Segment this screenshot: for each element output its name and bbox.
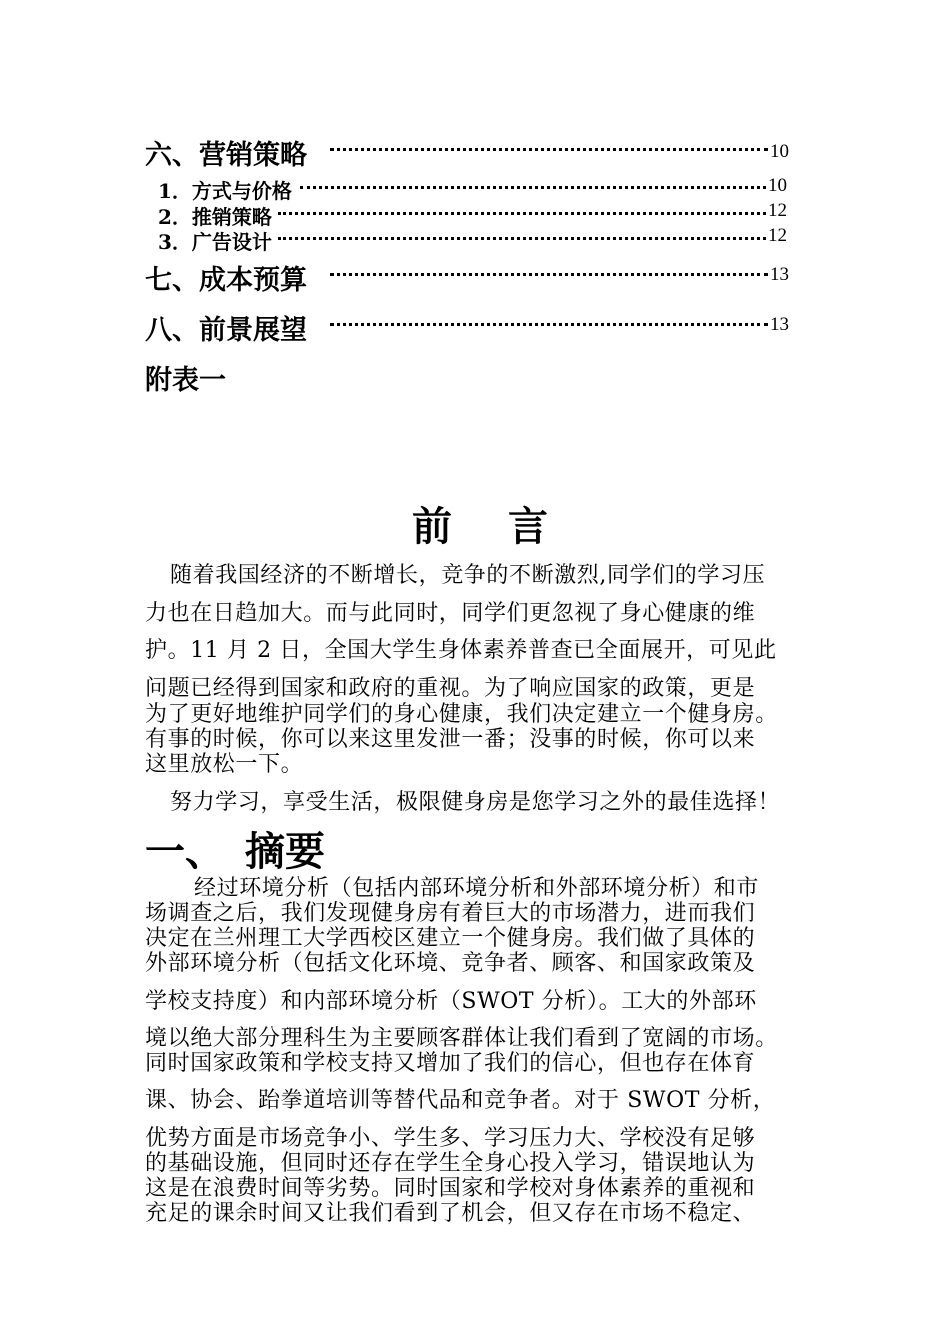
summary-line: 优势方面是市场竞争小、学生多、学习压力大、学校没有足够 (145, 1126, 756, 1151)
toc-page-number: 12 (768, 200, 787, 221)
toc-entry-outlook: 八、前景展望 (145, 315, 307, 346)
summary-line: 充足的课余时间又让我们看到了机会，但又存在市场不稳定、 (145, 1201, 756, 1226)
toc-entry-ad-design: 3．广告设计 (158, 230, 272, 254)
summary-line: 经过环境分析（包括内部环境分析和外部环境分析）和市 (194, 876, 760, 901)
summary-line: 这是在浪费时间等劣势。同时国家和学校对身体素养的重视和 (145, 1176, 756, 1201)
toc-page-number: 10 (770, 141, 789, 162)
summary-line: 外部环境分析（包括文化环境、竞争者、顾客、和国家政策及 (145, 951, 756, 976)
toc-leader (330, 148, 768, 151)
summary-line: 的基础设施，但同时还存在学生全身心投入学习，错误地认为 (145, 1151, 756, 1176)
preface-title: 前 言 (412, 503, 556, 550)
toc-page-number: 12 (768, 225, 787, 246)
preface-line: 努力学习，享受生活，极限健身房是您学习之外的最佳选择！ (170, 790, 781, 815)
summary-line: 课、协会、跆拳道培训等替代品和竞争者。对于 SWOT 分析， (145, 1088, 776, 1113)
preface-line: 为了更好地维护同学们的身心健康，我们决定建立一个健身房。 (145, 702, 778, 727)
toc-entry-method-price: 1．方式与价格 (158, 179, 292, 203)
toc-leader (330, 323, 768, 326)
summary-line: 同时国家政策和学校支持又增加了我们的信心，但也存在体育 (145, 1051, 756, 1076)
toc-entry-marketing: 六、营销策略 (145, 140, 307, 171)
toc-entry-appendix: 附表一 (145, 365, 226, 396)
preface-line: 力也在日趋加大。而与此同时，同学们更忽视了身心健康的维 (145, 601, 756, 626)
toc-leader (330, 273, 768, 276)
toc-page-number: 10 (768, 175, 787, 196)
preface-line: 护。11 月 2 日，全国大学生身体素养普查已全面展开，可见此 (145, 638, 777, 663)
toc-leader (278, 212, 766, 215)
toc-leader (300, 186, 766, 189)
toc-entry-sales-strategy: 2．推销策略 (158, 205, 272, 229)
toc-page-number: 13 (770, 264, 789, 285)
preface-line: 这里放松一下。 (145, 752, 304, 777)
summary-line: 决定在兰州理工大学西校区建立一个健身房。我们做了具体的 (145, 926, 756, 951)
toc-entry-cost-budget: 七、成本预算 (145, 265, 307, 296)
preface-line: 随着我国经济的不断增长，竞争的不断激烈,同学们的学习压 (170, 563, 766, 588)
section-heading-summary: 一、 摘要 (145, 828, 325, 875)
summary-line: 学校支持度）和内部环境分析（SWOT 分析）。工大的外部环 (145, 989, 757, 1014)
summary-line: 境以绝大部分理科生为主要顾客群体让我们看到了宽阔的市场。 (145, 1026, 778, 1051)
toc-leader (278, 237, 766, 240)
summary-line: 场调查之后，我们发现健身房有着巨大的市场潜力，进而我们 (145, 901, 756, 926)
preface-line: 问题已经得到国家和政府的重视。为了响应国家的政策，更是 (145, 676, 756, 701)
toc-page-number: 13 (770, 314, 789, 335)
preface-line: 有事的时候，你可以来这里发泄一番；没事的时候，你可以来 (145, 727, 756, 752)
